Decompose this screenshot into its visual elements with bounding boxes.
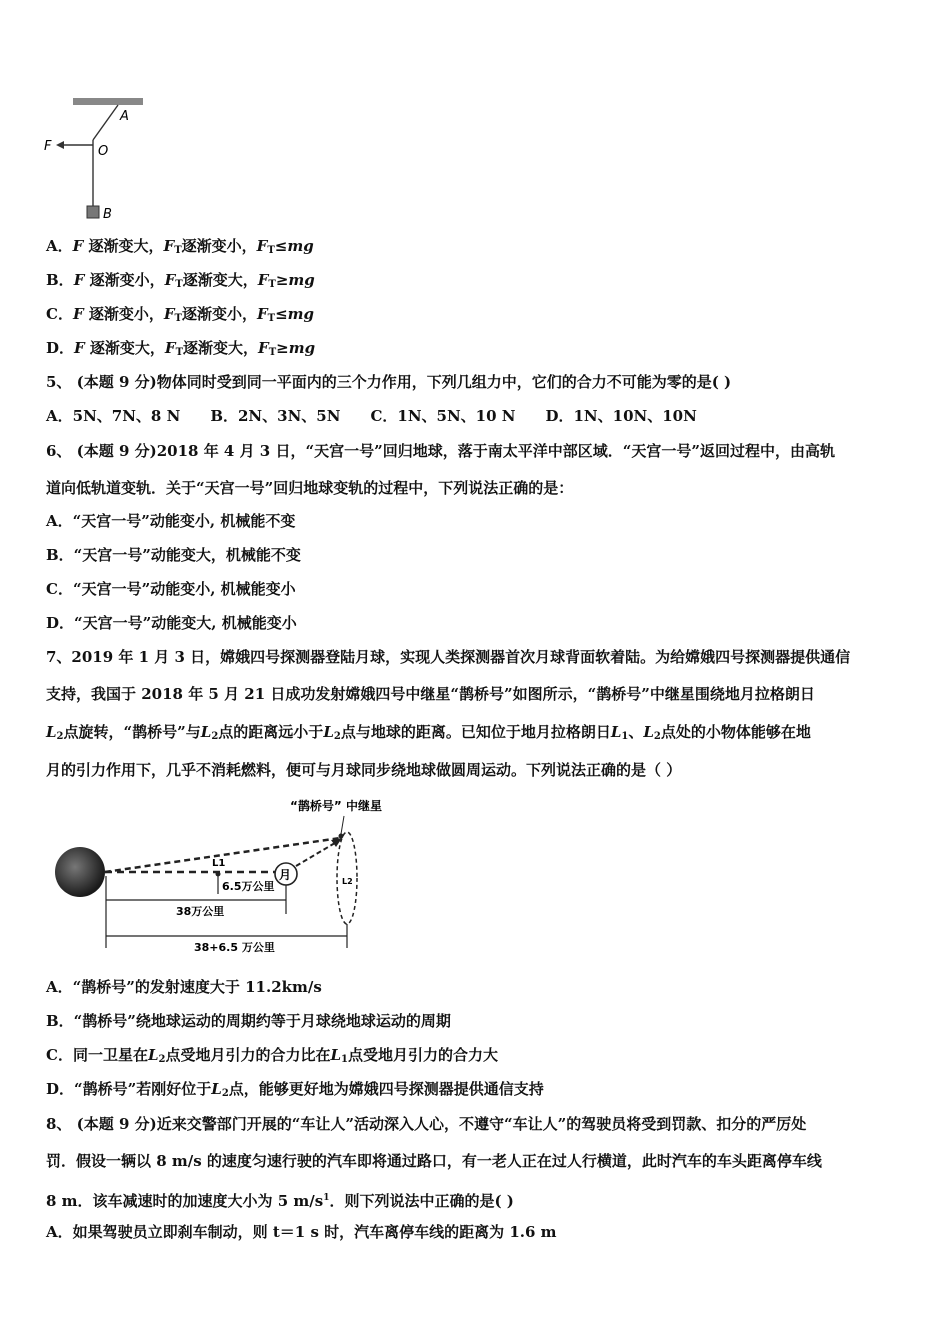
subscript: T [174, 245, 182, 256]
q6-stem-line1: 6、 (本题 9 分)2018 年 4 月 3 日，“天宫一号”回归地球，落于南太平洋中部区域．“天宫一号”返回过程中，由高轨 [46, 442, 835, 460]
symbol-l: L [323, 723, 334, 741]
q8-stem-line3 [46, 1188, 514, 1211]
relation: ≤ [275, 305, 288, 323]
relation: ≥ [275, 271, 289, 289]
text: 、 [628, 723, 644, 741]
symbol-ft: F [163, 237, 175, 255]
q7-option-d[interactable] [46, 1079, 544, 1104]
subscript: T [175, 347, 184, 358]
text: 点的距离远小于 [218, 723, 324, 741]
q7-option-a[interactable]: A．“鹊桥号”的发射速度大于 11.2km/s [46, 978, 322, 996]
text: 点，能够更好地为嫦娥四号探测器提供通信支持 [228, 1080, 544, 1098]
q5-options [46, 406, 697, 426]
symbol-mg: mg [287, 237, 314, 255]
option-text: 逐渐变小， [181, 237, 257, 255]
q5-option-b[interactable]: B．2N、3N、5N [210, 407, 341, 425]
option-text: 逐渐变大， [183, 339, 259, 357]
q7-option-b[interactable]: B．“鹊桥号”绕地球运动的周期约等于月球绕地球运动的周期 [46, 1012, 451, 1030]
q7-stem-line3 [46, 722, 811, 747]
text: 点受地月引力的合力大 [348, 1046, 499, 1064]
symbol-ft: F [258, 339, 269, 357]
q7-option-c[interactable] [46, 1045, 498, 1070]
subscript: T [268, 279, 276, 290]
q7-stem-line4: 月的引力作用下，几乎不消耗燃料，便可与月球同步绕地球做圆周运动。下列说法正确的是（ ） [46, 761, 682, 779]
symbol-ft: F [256, 237, 268, 255]
subscript: T [267, 313, 276, 324]
symbol-l: L [147, 1046, 159, 1064]
q8-stem-line2: 罚．假设一辆以 8 m/s 的速度匀速行驶的汽车即将通过路口，有一老人正在过人行横道，此时汽车的车头距离停车线 [46, 1152, 822, 1170]
q6-option-a[interactable]: A．“天宫一号”动能变小, 机械能不变 [46, 512, 296, 530]
q7-stem-line2: 支持，我国于 2018 年 5 月 21 日成功发射嫦娥四号中继星“鹊桥号”如图所示，“鹊桥号”中继星围绕地月拉格朗日 [46, 685, 815, 703]
q4-option-c[interactable] [46, 304, 314, 329]
relation: ≥ [276, 339, 289, 357]
q5-option-a[interactable]: A．5N、7N、8 N [46, 407, 181, 425]
subscript: T [175, 279, 183, 290]
satellite-label: “鹊桥号” 中继星 [290, 799, 382, 813]
option-text: 逐渐变大， [182, 271, 258, 289]
symbol-ft: F [164, 271, 176, 289]
subscript: 2 [333, 731, 341, 742]
option-text: 逐渐变大， [89, 339, 165, 357]
symbol-mg: mg [287, 305, 315, 323]
label-o: O [98, 144, 109, 159]
subscript: 2 [653, 731, 661, 742]
q6-option-d[interactable]: D．“天宫一号”动能变大, 机械能变小 [46, 614, 297, 632]
force-arrowhead [56, 141, 64, 149]
symbol-l: L [200, 723, 212, 741]
q6-option-b[interactable]: B．“天宫一号”动能变大，机械能不变 [46, 546, 301, 564]
symbol-l: L [610, 723, 622, 741]
text: 点受地月引力的合力比在 [165, 1046, 331, 1064]
subscript: 2 [221, 1088, 229, 1099]
q6-option-c[interactable]: C．“天宫一号”动能变小, 机械能变小 [46, 580, 296, 598]
relay-satellite-icon [339, 834, 344, 839]
symbol-l: L [46, 723, 57, 741]
text: 点与地球的距离。已知位于地月拉格朗日 [340, 723, 611, 741]
rope-oa [93, 105, 118, 140]
text: 点旋转，“鹊桥号”与 [63, 723, 201, 741]
superscript: 1 [323, 1193, 330, 1203]
text: D．“鹊桥号”若刚好位于 [46, 1080, 212, 1098]
subscript: 2 [56, 731, 64, 742]
subscript: 2 [211, 731, 219, 742]
subscript: 1 [621, 731, 629, 742]
option-text: 逐渐变小， [181, 305, 257, 323]
subscript: T [174, 313, 182, 324]
label-b: B [103, 207, 112, 222]
symbol-f: F [73, 271, 85, 289]
moon-label: 月 [279, 868, 292, 882]
subscript: 1 [341, 1054, 348, 1065]
earth-icon [55, 847, 105, 897]
q7-stem-line1: 7、2019 年 1 月 3 日，嫦娥四号探测器登陆月球，实现人类探测器首次月球背面软着陆。为给嫦娥四号探测器提供通信 [46, 648, 851, 666]
option-letter: D． [46, 339, 75, 357]
ceiling [73, 98, 143, 105]
q5-option-d[interactable]: D．1N、10N、10N [545, 407, 697, 425]
option-text: 逐渐变大， [88, 237, 164, 255]
symbol-f: F [74, 339, 85, 357]
symbol-ft: F [163, 305, 175, 323]
l1-label: L1 [212, 858, 226, 869]
moon-sat-line [296, 840, 340, 866]
block-b [87, 206, 99, 218]
symbol-l: L [330, 1046, 342, 1064]
symbol-mg: mg [288, 339, 316, 357]
symbol-ft: F [257, 271, 269, 289]
sat-pointer [341, 816, 344, 834]
q4-option-b[interactable] [46, 270, 315, 295]
q4-option-a[interactable] [46, 236, 314, 261]
q8-option-a[interactable]: A．如果驾驶员立即刹车制动，则 t＝1 s 时，汽车离停车线的距离为 1.6 m [46, 1223, 557, 1241]
symbol-ft: F [256, 305, 268, 323]
option-text: 逐渐变小， [89, 271, 165, 289]
distance-earth-l2: 38+6.5 万公里 [194, 941, 275, 954]
text: ．则下列说法中正确的是( ) [329, 1192, 514, 1210]
lagrange-diagram [48, 794, 408, 956]
q5-stem: 5、 (本题 9 分)物体同时受到同一平面内的三个力作用，下列几组力中，它们的合力不可能为零的是( ) [46, 373, 732, 391]
symbol-f: F [72, 305, 84, 323]
subscript: T [267, 245, 275, 256]
text: 8 m．该车减速时的加速度大小为 5 m/s [46, 1192, 324, 1210]
subscript: T [268, 347, 277, 358]
l2-label: L2 [342, 877, 353, 886]
q8-stem-line1: 8、 (本题 9 分)近来交警部门开展的“车让人”活动深入人心，不遵守“车让人”的驾驶员将受到罚款、扣分的严厉处 [46, 1115, 807, 1133]
symbol-f: F [72, 237, 84, 255]
text: C．同一卫星在 [46, 1046, 148, 1064]
symbol-l: L [211, 1080, 222, 1098]
option-letter: A． [46, 237, 73, 255]
q4-option-d[interactable] [46, 338, 315, 363]
distance-earth-moon: 38万公里 [176, 905, 225, 918]
q6-stem-line2: 道向低轨道变轨．关于“天宫一号”回归地球变轨的过程中，下列说法正确的是： [46, 479, 574, 497]
text: 点处的小物体能够在地 [660, 723, 811, 741]
symbol-l: L [643, 723, 654, 741]
distance-l1-moon: 6.5万公里 [222, 880, 275, 893]
label-a: A [120, 109, 129, 124]
subscript: 2 [158, 1054, 166, 1065]
symbol-mg: mg [288, 271, 315, 289]
option-letter: B． [46, 271, 74, 289]
force-diagram [40, 92, 160, 224]
relation: ≤ [274, 237, 288, 255]
option-letter: C． [46, 305, 73, 323]
option-text: 逐渐变小， [88, 305, 164, 323]
symbol-ft: F [164, 339, 176, 357]
q5-option-c[interactable]: C．1N、5N、10 N [370, 407, 516, 425]
label-f: F [44, 139, 52, 154]
